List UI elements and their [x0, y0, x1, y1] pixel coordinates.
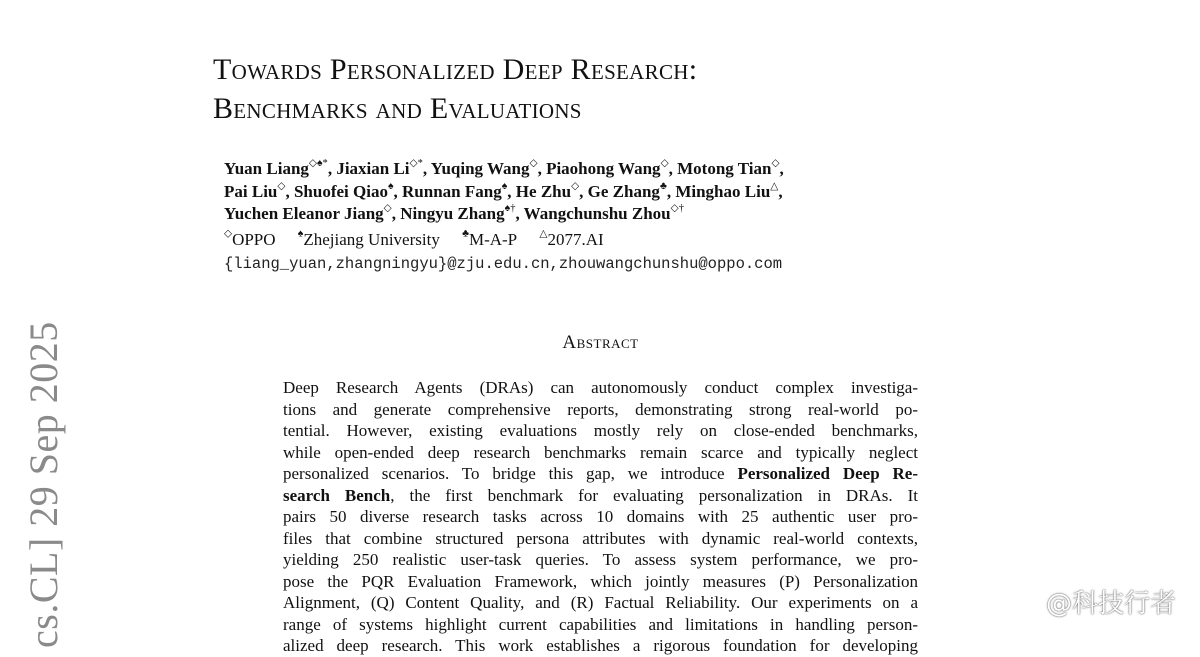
author-emails[interactable]: {liang_yuan,zhangningyu}@zju.edu.cn,zhouwangchunshu@oppo.com	[224, 255, 783, 273]
abstract-line: alized deep research. This work establishes a rigorous foundation for developing	[283, 636, 918, 655]
affiliation-mark: △	[539, 228, 548, 240]
affiliation-name: 2077.AI	[547, 230, 604, 249]
author-name: , Yuqing Wang	[422, 159, 530, 178]
abstract-body	[283, 377, 918, 657]
paper-title	[213, 50, 973, 128]
author-affil-mark: ◇	[529, 158, 538, 170]
affiliation	[539, 229, 603, 251]
abstract-line: while open-ended deep research benchmarks remain scarce and typically neglect	[283, 442, 918, 462]
author-line-1	[224, 158, 984, 181]
author-affil-mark: ♠	[501, 180, 508, 192]
author-separator: ,	[778, 181, 783, 201]
watermark: @科技行者	[1045, 589, 1176, 619]
abstract-line: files that combine structured persona attributes with dynamic real-world contexts,	[283, 528, 918, 548]
affiliation-mark: ◇	[224, 228, 233, 240]
abstract-line: tions and generate comprehensive reports, demonstrating strong real-world po-	[283, 399, 918, 419]
abstract-text: , the first benchmark for evaluating personalization in DRAs. It	[390, 485, 918, 505]
abstract-text: personalized scenarios. To bridge this gap, we introduce	[283, 464, 738, 483]
author-name: , Piaohong Wang	[537, 159, 661, 178]
abstract-line: pose the PQR Evaluation Framework, which jointly measures (P) Personalization	[283, 571, 918, 591]
author-name: , Shuofei Qiao	[285, 181, 388, 201]
author-list	[224, 158, 984, 226]
author-affil-mark: ♠	[387, 180, 394, 192]
author-separator: ,	[779, 159, 784, 178]
affiliation-name: M-A-P	[468, 230, 518, 249]
author-name: , Minghao Liu	[666, 181, 771, 201]
author-affil-mark: ◇*	[409, 158, 423, 170]
author-name: , Ningyu Zhang	[391, 204, 505, 223]
author-affil-mark: ◇†	[670, 203, 684, 215]
author-name: Pai Liu	[224, 181, 278, 201]
title-line-2: Benchmarks and Evaluations	[213, 92, 582, 125]
arxiv-side-stamp: cs.CL] 29 Sep 2025	[21, 321, 66, 648]
affiliation-list	[224, 229, 622, 251]
author-name: , Jiaxian Li	[327, 159, 410, 178]
abstract-line: tential. However, existing evaluations mostly rely on close-ended benchmarks,	[283, 421, 918, 440]
author-affil-mark: ♣	[659, 180, 667, 192]
author-affil-mark: ◇	[571, 180, 580, 192]
abstract-line	[283, 463, 918, 485]
title-line-1: Towards Personalized Deep Research:	[213, 53, 698, 86]
author-name: , Runnan Fang	[393, 181, 502, 201]
benchmark-name-bold: search Bench	[283, 485, 391, 505]
author-name: , He Zhu	[507, 181, 572, 201]
author-affil-mark: ♠†	[504, 203, 516, 215]
author-affil-mark: ◇	[771, 158, 780, 170]
author-affil-mark: ◇	[383, 203, 392, 215]
abstract-line: pairs 50 diverse research tasks across 10 domains with 25 authentic user pro-	[283, 507, 918, 526]
benchmark-name-bold: Personalized Deep Re-	[737, 464, 919, 483]
affiliation-mark: ♣	[462, 228, 469, 240]
abstract-heading: Abstract	[562, 332, 639, 353]
author-name: Yuan Liang	[224, 159, 309, 178]
author-line-3	[224, 203, 984, 226]
affiliation	[462, 229, 517, 251]
abstract-line: yielding 250 realistic user-task queries. To assess system performance, we pro-	[283, 550, 918, 569]
author-name: , Ge Zhang	[579, 181, 660, 201]
author-affil-mark: ◇♠*	[308, 158, 328, 170]
affiliation-mark: ♠	[297, 228, 304, 240]
affiliation-name: OPPO	[232, 230, 276, 249]
abstract-line	[283, 485, 918, 507]
author-line-2	[224, 181, 984, 204]
author-name: , Motong Tian	[668, 159, 772, 178]
author-affil-mark: △	[770, 180, 779, 192]
abstract-line: Deep Research Agents (DRAs) can autonomously conduct complex investiga-	[283, 378, 918, 397]
affiliation-name: Zhejiang University	[303, 230, 440, 249]
affiliation	[224, 229, 276, 251]
author-name: , Wangchunshu Zhou	[515, 204, 671, 223]
abstract-line: range of systems highlight current capabilities and limitations in handling person-	[283, 614, 918, 634]
abstract-line: Alignment, (Q) Content Quality, and (R) Factual Reliability. Our experiments on a	[283, 593, 918, 612]
author-affil-mark: ◇	[660, 158, 669, 170]
author-name: Yuchen Eleanor Jiang	[224, 204, 384, 223]
affiliation	[298, 229, 440, 251]
author-affil-mark: ◇	[277, 180, 286, 192]
